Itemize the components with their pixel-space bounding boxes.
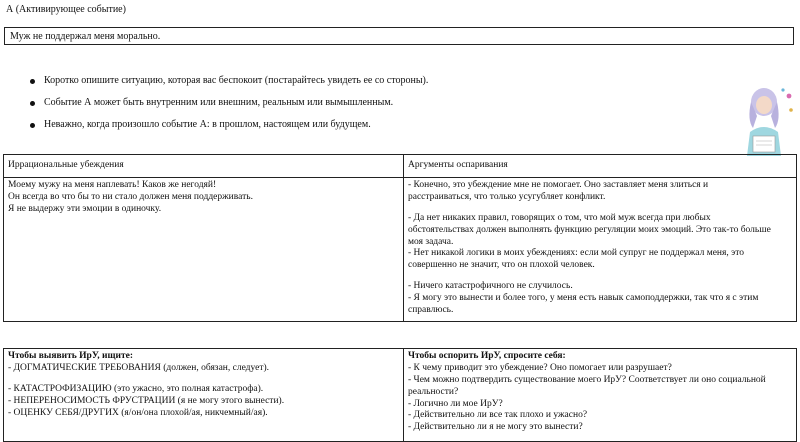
- dispute-line: - Чем можно подтвердить существование моего ИрУ? Соответствует ли оно социальной: [408, 374, 766, 385]
- dispute-line: - Действительно ли я не могу это вынести?: [408, 422, 583, 433]
- argument-line: обстоятельствах должен выполнять функцию регуляции моих эмоций. Это так-то больше: [408, 224, 771, 235]
- instruction-list: [30, 75, 590, 141]
- identify-cell: [4, 349, 404, 442]
- argument-spacer: [408, 204, 792, 213]
- instruction-item: Неважно, когда произошло событие А: в прошлом, настоящем или будущем.: [30, 119, 590, 130]
- argument-line: моя задача.: [408, 236, 454, 247]
- dispute-line: - Логично ли мое ИрУ?: [408, 398, 503, 409]
- identify-title: Чтобы выявить ИрУ, ищите:: [8, 351, 134, 361]
- identify-line: - ДОГМАТИЧЕСКИЕ ТРЕБОВАНИЯ (должен, обязан, следует).: [8, 362, 270, 373]
- arguments-header: Аргументы оспаривания: [404, 155, 797, 178]
- beliefs-header: Иррациональные убеждения: [4, 155, 404, 178]
- dispute-cell: [404, 349, 797, 442]
- argument-line: расстраиваться, что только усугубляет конфликт.: [408, 191, 606, 202]
- instruction-item: Событие А может быть внутренним или внешним, реальным или вымышленным.: [30, 97, 590, 108]
- belief-line: Моему мужу на меня наплевать! Каков же негодяй!: [8, 180, 217, 190]
- argument-line: совершенно не значит, что он плохой человек.: [408, 260, 595, 271]
- dispute-line: - К чему приводит это убеждение? Оно помогает или разрушает?: [408, 362, 672, 373]
- dispute-title: Чтобы оспорить ИрУ, спросите себя:: [408, 351, 566, 361]
- argument-line: - Да нет никаких правил, говорящих о том, что мой муж всегда при любых: [408, 212, 711, 223]
- identify-line: - КАТАСТРОФИЗАЦИЮ (это ужасно, это полная катастрофа).: [8, 383, 264, 394]
- identify-spacer: [8, 375, 399, 384]
- beliefs-cell: [4, 178, 404, 322]
- dispute-line: реальности?: [408, 386, 459, 397]
- argument-line: - Нет никакой логики в моих убеждениях: если мой супруг не поддержал меня, это: [408, 248, 744, 259]
- instruction-item: Коротко опишите ситуацию, которая вас беспокоит (постарайтесь увидеть ее со стороны).: [30, 75, 590, 86]
- argument-line: - Ничего катастрофичного не случилось.: [408, 281, 573, 292]
- belief-line: Я не выдержу эти эмоции в одиночку.: [8, 203, 162, 214]
- identify-line: - НЕПЕРЕНОСИМОСТЬ ФРУСТРАЦИИ (я не могу этого вынести).: [8, 395, 285, 406]
- argument-spacer: [408, 272, 792, 281]
- beliefs-table: [3, 154, 797, 322]
- hints-table: [3, 348, 797, 442]
- section-heading: А (Активирующее событие): [6, 4, 126, 15]
- argument-line: справлюсь.: [408, 304, 454, 315]
- argument-line: - Я могу это вынести и более того, у меня есть навык самоподдержки, так что я с этим: [408, 293, 759, 303]
- arguments-cell: [404, 178, 797, 322]
- woman-illustration: [733, 86, 795, 156]
- argument-line: - Конечно, это убеждение мне не помогает. Оно заставляет меня злиться и: [408, 180, 709, 190]
- belief-line: Он всегда во что бы то ни стало должен меня поддерживать.: [8, 191, 253, 202]
- event-box: [4, 27, 794, 45]
- dispute-line: - Действительно ли все так плохо и ужасно?: [408, 410, 588, 421]
- event-text: Муж не поддержал меня морально.: [10, 31, 161, 42]
- identify-line: - ОЦЕНКУ СЕБЯ/ДРУГИХ (я/он/она плохой/ая, никчемный/ая).: [8, 407, 268, 418]
